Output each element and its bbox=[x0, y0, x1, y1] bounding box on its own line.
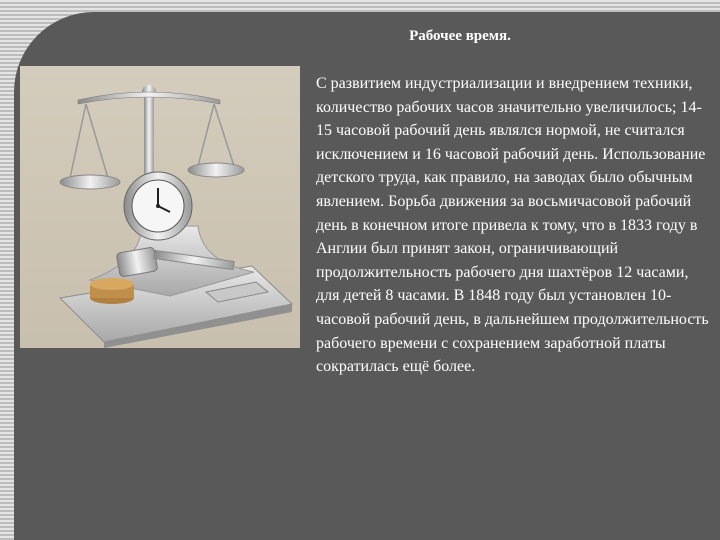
slide-title: Рабочее время. bbox=[409, 28, 511, 44]
slide-body-text: С развитием индустриализации и внедрением техники, количество рабочих часов значительно увеличилось; 14-15 часовой рабочий день являлся нормой, не считался исключением и 16 часовой рабочий день. Использование детского труда, как правило, на заводах было обычным явлением. Борьба движения за восьмичасовой рабочий день в конечном итоге привела к тому, что в 1833 году в Англии был принят закон, ограничивающий продолжительность рабочего дня шахтёров 12 часами, для детей 8 часами. В 1848 году был установлен 10-часовой рабочий день, в дальнейшем продолжительность рабочего времени с сохранением заработной платы сократилась ещё более. bbox=[316, 75, 709, 376]
scales-clock-gavel-image bbox=[20, 66, 300, 348]
